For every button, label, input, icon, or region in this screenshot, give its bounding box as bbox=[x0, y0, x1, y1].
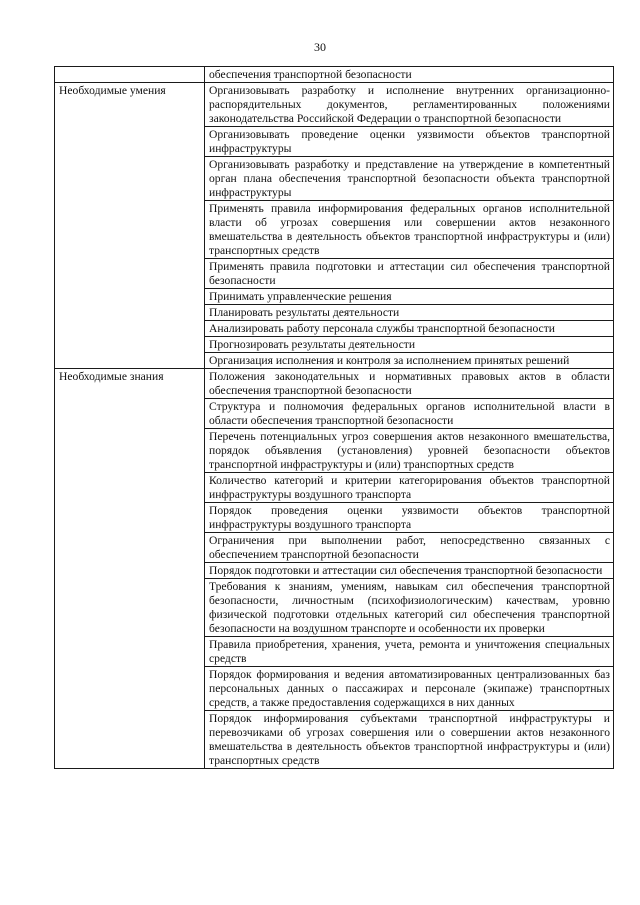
item-cell: Планировать результаты деятельности bbox=[205, 305, 614, 321]
item-cell: Требования к знаниям, умениям, навыкам сил обеспечения транспортной безопасности, личностным (психофизиологическим) качествам, уровню физической подготовки отдельных категорий сил обеспечения транспортной безопасности на воздушном транспорте и особенности их проверки bbox=[205, 579, 614, 637]
section-label: Необходимые умения bbox=[55, 83, 205, 369]
item-cell: Порядок формирования и ведения автоматизированных централизованных баз персональных данных о пассажирах и персонале (экипаже) транспортных средств, а также предоставления содержащихся в них данных bbox=[205, 667, 614, 711]
section-label: Необходимые знания bbox=[55, 369, 205, 769]
item-cell: Прогнозировать результаты деятельности bbox=[205, 337, 614, 353]
item-cell: Организация исполнения и контроля за исполнением принятых решений bbox=[205, 353, 614, 369]
item-cell: Принимать управленческие решения bbox=[205, 289, 614, 305]
page-number: 30 bbox=[314, 40, 326, 54]
item-cell: Порядок информирования субъектами транспортной инфраструктуры и перевозчиками об угрозах совершения или о совершении актов незаконного вмешательства в деятельность объектов транспортной инфраструктуры и (или) транспортных средств bbox=[205, 711, 614, 769]
competency-table bbox=[54, 66, 614, 769]
row-label-empty bbox=[55, 67, 205, 83]
item-cell: Порядок проведения оценки уязвимости объектов транспортной инфраструктуры воздушного транспорта bbox=[205, 503, 614, 533]
table-row bbox=[55, 83, 614, 127]
item-cell: Порядок подготовки и аттестации сил обеспечения транспортной безопасности bbox=[205, 563, 614, 579]
item-cell: Правила приобретения, хранения, учета, ремонта и уничтожения специальных средств bbox=[205, 637, 614, 667]
item-cell: Анализировать работу персонала службы транспортной безопасности bbox=[205, 321, 614, 337]
item-cell: Организовывать проведение оценки уязвимости объектов транспортной инфраструктуры bbox=[205, 127, 614, 157]
item-cell: Структура и полномочия федеральных органов исполнительной власти в области обеспечения транспортной безопасности bbox=[205, 399, 614, 429]
table-row-continuation bbox=[55, 67, 614, 83]
item-cell: Применять правила информирования федеральных органов исполнительной власти об угрозах совершения или совершении актов незаконного вмешательства в деятельность объектов транспортной инфраструктуры и (или) транспортных средств bbox=[205, 201, 614, 259]
item-cell: Ограничения при выполнении работ, непосредственно связанных с обеспечением транспортной безопасности bbox=[205, 533, 614, 563]
item-cell: Перечень потенциальных угроз совершения актов незаконного вмешательства, порядок объявления (установления) уровней безопасности объектов транспортной инфраструктуры и (или) транспортных средств bbox=[205, 429, 614, 473]
table-row bbox=[55, 369, 614, 399]
item-cell: Организовывать разработку и исполнение внутренних организационно-распорядительных документов, регламентированных положениями законодательства Российской Федерации о транспортной безопасности bbox=[205, 83, 614, 127]
continuation-cell: обеспечения транспортной безопасности bbox=[205, 67, 614, 83]
item-cell: Количество категорий и критерии категорирования объектов транспортной инфраструктуры воздушного транспорта bbox=[205, 473, 614, 503]
item-cell: Применять правила подготовки и аттестации сил обеспечения транспортной безопасности bbox=[205, 259, 614, 289]
item-cell: Положения законодательных и нормативных правовых актов в области обеспечения транспортной безопасности bbox=[205, 369, 614, 399]
item-cell: Организовывать разработку и представление на утверждение в компетентный орган плана обеспечения транспортной безопасности объекта транспортной инфраструктуры bbox=[205, 157, 614, 201]
